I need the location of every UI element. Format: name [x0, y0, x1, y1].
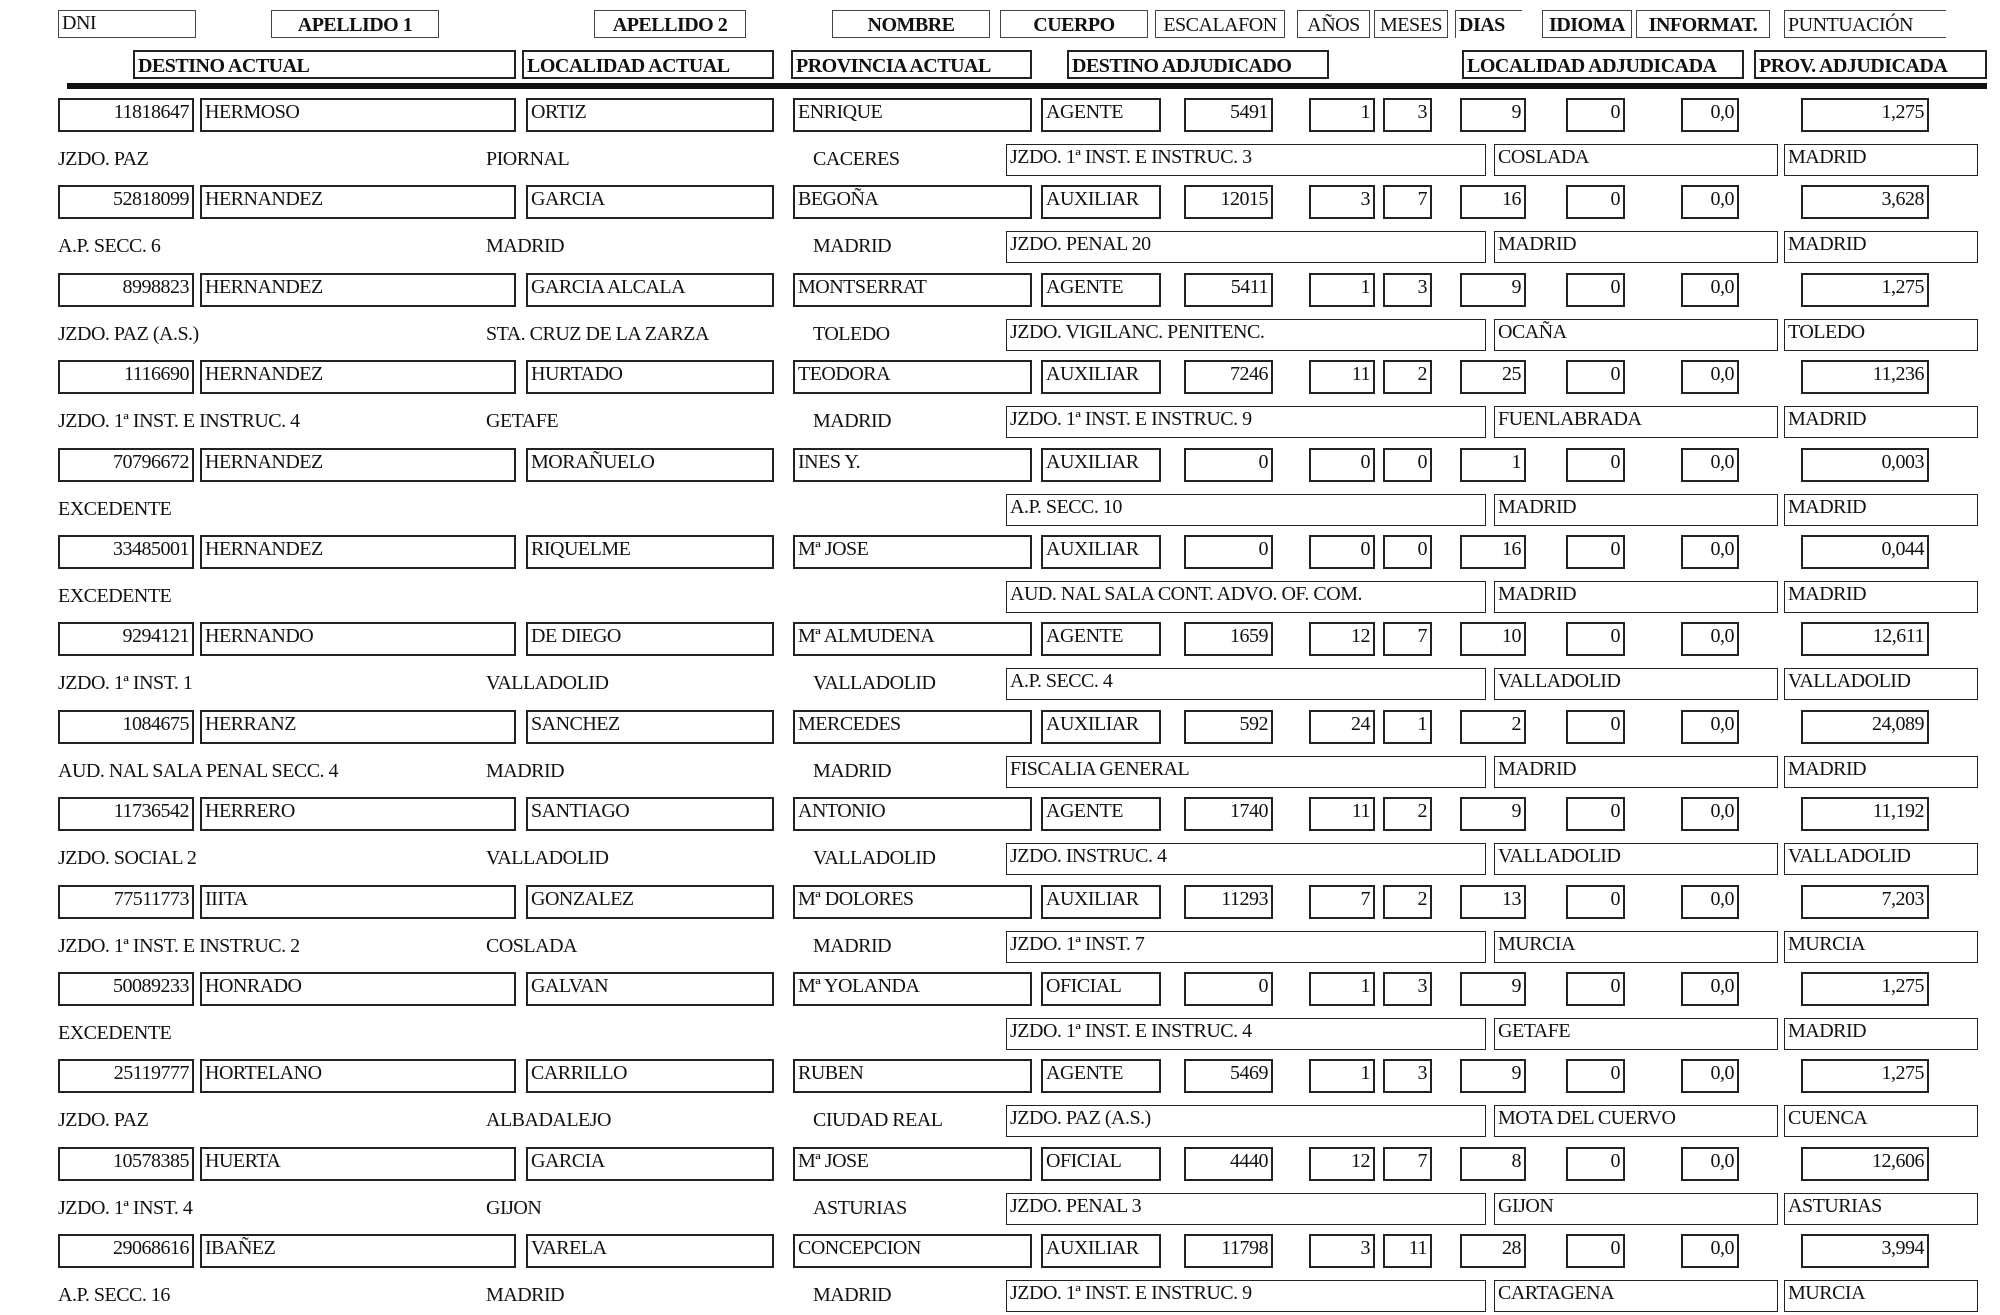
prov-adjudicada-field: ASTURIAS [1784, 1193, 1978, 1225]
destino-actual-text: JZDO. PAZ [58, 1109, 149, 1131]
destino-actual-text: JZDO. 1ª INST. E INSTRUC. 4 [58, 410, 300, 432]
apellido1-field: HONRADO [200, 972, 516, 1006]
destino-actual-text: EXCEDENTE [58, 585, 172, 607]
escalafon-field: 1659 [1184, 622, 1273, 656]
provincia-actual-text: TOLEDO [813, 323, 890, 345]
destino-adjudicado-field: JZDO. PENAL 3 [1006, 1193, 1486, 1225]
escalafon-field: 0 [1184, 535, 1273, 569]
header-escalafon: ESCALAFON [1155, 10, 1285, 38]
destino-adjudicado-field: JZDO. VIGILANC. PENITENC. [1006, 319, 1486, 351]
anos-field: 3 [1309, 1234, 1375, 1268]
dni-field: 1116690 [58, 360, 194, 394]
nombre-field: Mª DOLORES [793, 885, 1032, 919]
localidad-adjudicada-field: CARTAGENA [1494, 1280, 1778, 1312]
anos-field: 1 [1309, 972, 1375, 1006]
idioma-field: 0 [1566, 885, 1625, 919]
prov-adjudicada-field: MURCIA [1784, 931, 1978, 963]
apellido2-field: VARELA [526, 1234, 774, 1268]
cuerpo-field: AUXILIAR [1041, 185, 1161, 219]
nombre-field: TEODORA [793, 360, 1032, 394]
puntuacion-field: 11,192 [1801, 797, 1929, 831]
nombre-field: MONTSERRAT [793, 273, 1032, 307]
header-anos: AÑOS [1297, 10, 1370, 38]
destino-adjudicado-field: A.P. SECC. 10 [1006, 494, 1486, 526]
meses-field: 2 [1383, 797, 1432, 831]
destino-actual-text: A.P. SECC. 6 [58, 235, 161, 257]
localidad-actual-text: STA. CRUZ DE LA ZARZA [486, 323, 709, 345]
anos-field: 7 [1309, 885, 1375, 919]
idioma-field: 0 [1566, 1234, 1625, 1268]
anos-field: 12 [1309, 622, 1375, 656]
destino-actual-text: JZDO. 1ª INST. E INSTRUC. 2 [58, 935, 300, 957]
nombre-field: ANTONIO [793, 797, 1032, 831]
nombre-field: Mª ALMUDENA [793, 622, 1032, 656]
apellido1-field: HORTELANO [200, 1059, 516, 1093]
idioma-field: 0 [1566, 535, 1625, 569]
dni-field: 9294121 [58, 622, 194, 656]
apellido1-field: HERNANDEZ [200, 535, 516, 569]
localidad-actual-text: COSLADA [486, 935, 577, 957]
header-prov-adjudicada: PROV. ADJUDICADA [1754, 50, 1987, 79]
localidad-adjudicada-field: MADRID [1494, 494, 1778, 526]
anos-field: 1 [1309, 1059, 1375, 1093]
informat-field: 0,0 [1681, 885, 1739, 919]
cuerpo-field: AGENTE [1041, 1059, 1161, 1093]
apellido2-field: RIQUELME [526, 535, 774, 569]
meses-field: 2 [1383, 360, 1432, 394]
apellido2-field: MORAÑUELO [526, 448, 774, 482]
apellido1-field: HERNANDEZ [200, 448, 516, 482]
cuerpo-field: AGENTE [1041, 98, 1161, 132]
destino-adjudicado-field: JZDO. PENAL 20 [1006, 231, 1486, 263]
informat-field: 0,0 [1681, 797, 1739, 831]
informat-field: 0,0 [1681, 1059, 1739, 1093]
escalafon-field: 12015 [1184, 185, 1273, 219]
dni-field: 52818099 [58, 185, 194, 219]
prov-adjudicada-field: MADRID [1784, 756, 1978, 788]
dias-field: 9 [1460, 1059, 1526, 1093]
meses-field: 7 [1383, 622, 1432, 656]
dias-field: 10 [1460, 622, 1526, 656]
provincia-actual-text: MADRID [813, 235, 892, 257]
dni-field: 11818647 [58, 98, 194, 132]
apellido2-field: HURTADO [526, 360, 774, 394]
dias-field: 9 [1460, 797, 1526, 831]
dias-field: 25 [1460, 360, 1526, 394]
nombre-field: INES Y. [793, 448, 1032, 482]
localidad-adjudicada-field: GETAFE [1494, 1018, 1778, 1050]
meses-field: 7 [1383, 1147, 1432, 1181]
anos-field: 0 [1309, 448, 1375, 482]
escalafon-field: 5491 [1184, 98, 1273, 132]
provincia-actual-text: MADRID [813, 760, 892, 782]
idioma-field: 0 [1566, 185, 1625, 219]
dni-field: 77511773 [58, 885, 194, 919]
meses-field: 3 [1383, 98, 1432, 132]
apellido2-field: GONZALEZ [526, 885, 774, 919]
provincia-actual-text: MADRID [813, 410, 892, 432]
dni-field: 11736542 [58, 797, 194, 831]
header-cuerpo: CUERPO [1000, 10, 1148, 38]
anos-field: 24 [1309, 710, 1375, 744]
header-puntuacion: PUNTUACIÓN [1784, 10, 1946, 38]
localidad-actual-text: MADRID [486, 1284, 565, 1306]
idioma-field: 0 [1566, 448, 1625, 482]
idioma-field: 0 [1566, 972, 1625, 1006]
prov-adjudicada-field: MADRID [1784, 1018, 1978, 1050]
meses-field: 0 [1383, 448, 1432, 482]
anos-field: 3 [1309, 185, 1375, 219]
header-destino-adjudicado: DESTINO ADJUDICADO [1067, 50, 1329, 79]
cuerpo-field: AUXILIAR [1041, 885, 1161, 919]
apellido2-field: GALVAN [526, 972, 774, 1006]
apellido1-field: HERNANDEZ [200, 273, 516, 307]
header-meses: MESES [1374, 10, 1448, 38]
meses-field: 1 [1383, 710, 1432, 744]
header-localidad-adjudicada: LOCALIDAD ADJUDICADA [1462, 50, 1744, 79]
prov-adjudicada-field: MADRID [1784, 144, 1978, 176]
header-informat: INFORMAT. [1636, 10, 1770, 38]
nombre-field: Mª YOLANDA [793, 972, 1032, 1006]
destino-adjudicado-field: A.P. SECC. 4 [1006, 668, 1486, 700]
destino-actual-text: JZDO. 1ª INST. 4 [58, 1197, 193, 1219]
informat-field: 0,0 [1681, 972, 1739, 1006]
cuerpo-field: AGENTE [1041, 273, 1161, 307]
destino-adjudicado-field: JZDO. 1ª INST. E INSTRUC. 3 [1006, 144, 1486, 176]
apellido2-field: CARRILLO [526, 1059, 774, 1093]
prov-adjudicada-field: VALLADOLID [1784, 668, 1978, 700]
cuerpo-field: AUXILIAR [1041, 448, 1161, 482]
localidad-adjudicada-field: FUENLABRADA [1494, 406, 1778, 438]
idioma-field: 0 [1566, 273, 1625, 307]
dias-field: 13 [1460, 885, 1526, 919]
dias-field: 16 [1460, 185, 1526, 219]
apellido1-field: HUERTA [200, 1147, 516, 1181]
escalafon-field: 0 [1184, 448, 1273, 482]
header-idioma: IDIOMA [1542, 10, 1632, 38]
anos-field: 11 [1309, 360, 1375, 394]
localidad-actual-text: VALLADOLID [486, 672, 609, 694]
destino-actual-text: EXCEDENTE [58, 498, 172, 520]
prov-adjudicada-field: MURCIA [1784, 1280, 1978, 1312]
dni-field: 1084675 [58, 710, 194, 744]
anos-field: 1 [1309, 98, 1375, 132]
localidad-adjudicada-field: MOTA DEL CUERVO [1494, 1105, 1778, 1137]
apellido1-field: HERMOSO [200, 98, 516, 132]
informat-field: 0,0 [1681, 622, 1739, 656]
idioma-field: 0 [1566, 1059, 1625, 1093]
destino-adjudicado-field: JZDO. PAZ (A.S.) [1006, 1105, 1486, 1137]
apellido2-field: GARCIA [526, 185, 774, 219]
apellido1-field: HERRANZ [200, 710, 516, 744]
prov-adjudicada-field: VALLADOLID [1784, 843, 1978, 875]
localidad-actual-text: PIORNAL [486, 148, 570, 170]
cuerpo-field: AGENTE [1041, 797, 1161, 831]
localidad-adjudicada-field: VALLADOLID [1494, 843, 1778, 875]
dias-field: 1 [1460, 448, 1526, 482]
apellido2-field: SANTIAGO [526, 797, 774, 831]
provincia-actual-text: MADRID [813, 935, 892, 957]
prov-adjudicada-field: MADRID [1784, 231, 1978, 263]
meses-field: 2 [1383, 885, 1432, 919]
puntuacion-field: 0,044 [1801, 535, 1929, 569]
puntuacion-field: 12,606 [1801, 1147, 1929, 1181]
localidad-actual-text: VALLADOLID [486, 847, 609, 869]
puntuacion-field: 1,275 [1801, 273, 1929, 307]
apellido1-field: HERRERO [200, 797, 516, 831]
header-destino-actual: DESTINO ACTUAL [133, 50, 516, 79]
destino-adjudicado-field: FISCALIA GENERAL [1006, 756, 1486, 788]
informat-field: 0,0 [1681, 98, 1739, 132]
informat-field: 0,0 [1681, 710, 1739, 744]
dias-field: 9 [1460, 98, 1526, 132]
dias-field: 28 [1460, 1234, 1526, 1268]
idioma-field: 0 [1566, 98, 1625, 132]
cuerpo-field: OFICIAL [1041, 972, 1161, 1006]
header-nombre: NOMBRE [832, 10, 990, 38]
header-provincia-actual: PROVINCIA ACTUAL [791, 50, 1032, 79]
puntuacion-field: 24,089 [1801, 710, 1929, 744]
escalafon-field: 7246 [1184, 360, 1273, 394]
meses-field: 3 [1383, 972, 1432, 1006]
apellido2-field: GARCIA ALCALA [526, 273, 774, 307]
localidad-actual-text: ALBADALEJO [486, 1109, 611, 1131]
dni-field: 29068616 [58, 1234, 194, 1268]
dni-field: 10578385 [58, 1147, 194, 1181]
localidad-actual-text: GETAFE [486, 410, 559, 432]
header-apellido1: APELLIDO 1 [271, 10, 439, 38]
prov-adjudicada-field: MADRID [1784, 581, 1978, 613]
destino-actual-text: JZDO. SOCIAL 2 [58, 847, 197, 869]
puntuacion-field: 1,275 [1801, 1059, 1929, 1093]
nombre-field: MERCEDES [793, 710, 1032, 744]
header-divider [67, 83, 1987, 89]
nombre-field: Mª JOSE [793, 535, 1032, 569]
apellido1-field: IIITA [200, 885, 516, 919]
escalafon-field: 0 [1184, 972, 1273, 1006]
provincia-actual-text: MADRID [813, 1284, 892, 1306]
cuerpo-field: AUXILIAR [1041, 360, 1161, 394]
localidad-adjudicada-field: GIJON [1494, 1193, 1778, 1225]
puntuacion-field: 3,628 [1801, 185, 1929, 219]
escalafon-field: 5469 [1184, 1059, 1273, 1093]
destino-actual-text: JZDO. 1ª INST. 1 [58, 672, 193, 694]
escalafon-field: 592 [1184, 710, 1273, 744]
destino-actual-text: EXCEDENTE [58, 1022, 172, 1044]
meses-field: 3 [1383, 1059, 1432, 1093]
informat-field: 0,0 [1681, 448, 1739, 482]
localidad-adjudicada-field: MADRID [1494, 756, 1778, 788]
meses-field: 11 [1383, 1234, 1432, 1268]
idioma-field: 0 [1566, 710, 1625, 744]
apellido2-field: DE DIEGO [526, 622, 774, 656]
meses-field: 3 [1383, 273, 1432, 307]
dni-field: 50089233 [58, 972, 194, 1006]
header-dni: DNI [58, 10, 196, 38]
idioma-field: 0 [1566, 797, 1625, 831]
apellido1-field: IBAÑEZ [200, 1234, 516, 1268]
anos-field: 0 [1309, 535, 1375, 569]
header-dias: DIAS [1455, 10, 1522, 38]
puntuacion-field: 7,203 [1801, 885, 1929, 919]
destino-adjudicado-field: JZDO. INSTRUC. 4 [1006, 843, 1486, 875]
dni-field: 8998823 [58, 273, 194, 307]
puntuacion-field: 1,275 [1801, 98, 1929, 132]
prov-adjudicada-field: CUENCA [1784, 1105, 1978, 1137]
nombre-field: BEGOÑA [793, 185, 1032, 219]
informat-field: 0,0 [1681, 360, 1739, 394]
idioma-field: 0 [1566, 360, 1625, 394]
idioma-field: 0 [1566, 622, 1625, 656]
anos-field: 1 [1309, 273, 1375, 307]
escalafon-field: 1740 [1184, 797, 1273, 831]
informat-field: 0,0 [1681, 1147, 1739, 1181]
dias-field: 9 [1460, 972, 1526, 1006]
localidad-adjudicada-field: MURCIA [1494, 931, 1778, 963]
puntuacion-field: 3,994 [1801, 1234, 1929, 1268]
destino-actual-text: AUD. NAL SALA PENAL SECC. 4 [58, 760, 339, 782]
nombre-field: RUBEN [793, 1059, 1032, 1093]
prov-adjudicada-field: MADRID [1784, 494, 1978, 526]
puntuacion-field: 12,611 [1801, 622, 1929, 656]
dni-field: 25119777 [58, 1059, 194, 1093]
apellido2-field: SANCHEZ [526, 710, 774, 744]
nombre-field: CONCEPCION [793, 1234, 1032, 1268]
header-apellido2: APELLIDO 2 [594, 10, 746, 38]
apellido1-field: HERNANDEZ [200, 360, 516, 394]
destino-actual-text: A.P. SECC. 16 [58, 1284, 170, 1306]
destino-adjudicado-field: JZDO. 1ª INST. E INSTRUC. 4 [1006, 1018, 1486, 1050]
idioma-field: 0 [1566, 1147, 1625, 1181]
destino-actual-text: JZDO. PAZ [58, 148, 149, 170]
nombre-field: Mª JOSE [793, 1147, 1032, 1181]
dias-field: 8 [1460, 1147, 1526, 1181]
localidad-adjudicada-field: MADRID [1494, 231, 1778, 263]
prov-adjudicada-field: TOLEDO [1784, 319, 1978, 351]
informat-field: 0,0 [1681, 535, 1739, 569]
escalafon-field: 11798 [1184, 1234, 1273, 1268]
destino-adjudicado-field: JZDO. 1ª INST. 7 [1006, 931, 1486, 963]
localidad-adjudicada-field: MADRID [1494, 581, 1778, 613]
anos-field: 12 [1309, 1147, 1375, 1181]
localidad-adjudicada-field: COSLADA [1494, 144, 1778, 176]
anos-field: 11 [1309, 797, 1375, 831]
destino-adjudicado-field: AUD. NAL SALA CONT. ADVO. OF. COM. [1006, 581, 1486, 613]
localidad-adjudicada-field: VALLADOLID [1494, 668, 1778, 700]
provincia-actual-text: CACERES [813, 148, 900, 170]
apellido2-field: GARCIA [526, 1147, 774, 1181]
apellido1-field: HERNANDO [200, 622, 516, 656]
puntuacion-field: 1,275 [1801, 972, 1929, 1006]
localidad-actual-text: GIJON [486, 1197, 542, 1219]
cuerpo-field: AUXILIAR [1041, 1234, 1161, 1268]
localidad-actual-text: MADRID [486, 760, 565, 782]
informat-field: 0,0 [1681, 273, 1739, 307]
dni-field: 33485001 [58, 535, 194, 569]
dias-field: 9 [1460, 273, 1526, 307]
dias-field: 16 [1460, 535, 1526, 569]
apellido1-field: HERNANDEZ [200, 185, 516, 219]
provincia-actual-text: CIUDAD REAL [813, 1109, 943, 1131]
destino-adjudicado-field: JZDO. 1ª INST. E INSTRUC. 9 [1006, 1280, 1486, 1312]
dias-field: 2 [1460, 710, 1526, 744]
puntuacion-field: 0,003 [1801, 448, 1929, 482]
informat-field: 0,0 [1681, 1234, 1739, 1268]
cuerpo-field: AUXILIAR [1041, 535, 1161, 569]
localidad-adjudicada-field: OCAÑA [1494, 319, 1778, 351]
provincia-actual-text: VALLADOLID [813, 847, 936, 869]
escalafon-field: 4440 [1184, 1147, 1273, 1181]
puntuacion-field: 11,236 [1801, 360, 1929, 394]
prov-adjudicada-field: MADRID [1784, 406, 1978, 438]
meses-field: 7 [1383, 185, 1432, 219]
meses-field: 0 [1383, 535, 1432, 569]
apellido2-field: ORTIZ [526, 98, 774, 132]
destino-adjudicado-field: JZDO. 1ª INST. E INSTRUC. 9 [1006, 406, 1486, 438]
localidad-actual-text: MADRID [486, 235, 565, 257]
cuerpo-field: AGENTE [1041, 622, 1161, 656]
header-localidad-actual: LOCALIDAD ACTUAL [522, 50, 774, 79]
cuerpo-field: AUXILIAR [1041, 710, 1161, 744]
dni-field: 70796672 [58, 448, 194, 482]
nombre-field: ENRIQUE [793, 98, 1032, 132]
informat-field: 0,0 [1681, 185, 1739, 219]
escalafon-field: 11293 [1184, 885, 1273, 919]
provincia-actual-text: VALLADOLID [813, 672, 936, 694]
escalafon-field: 5411 [1184, 273, 1273, 307]
provincia-actual-text: ASTURIAS [813, 1197, 907, 1219]
destino-actual-text: JZDO. PAZ (A.S.) [58, 323, 199, 345]
cuerpo-field: OFICIAL [1041, 1147, 1161, 1181]
